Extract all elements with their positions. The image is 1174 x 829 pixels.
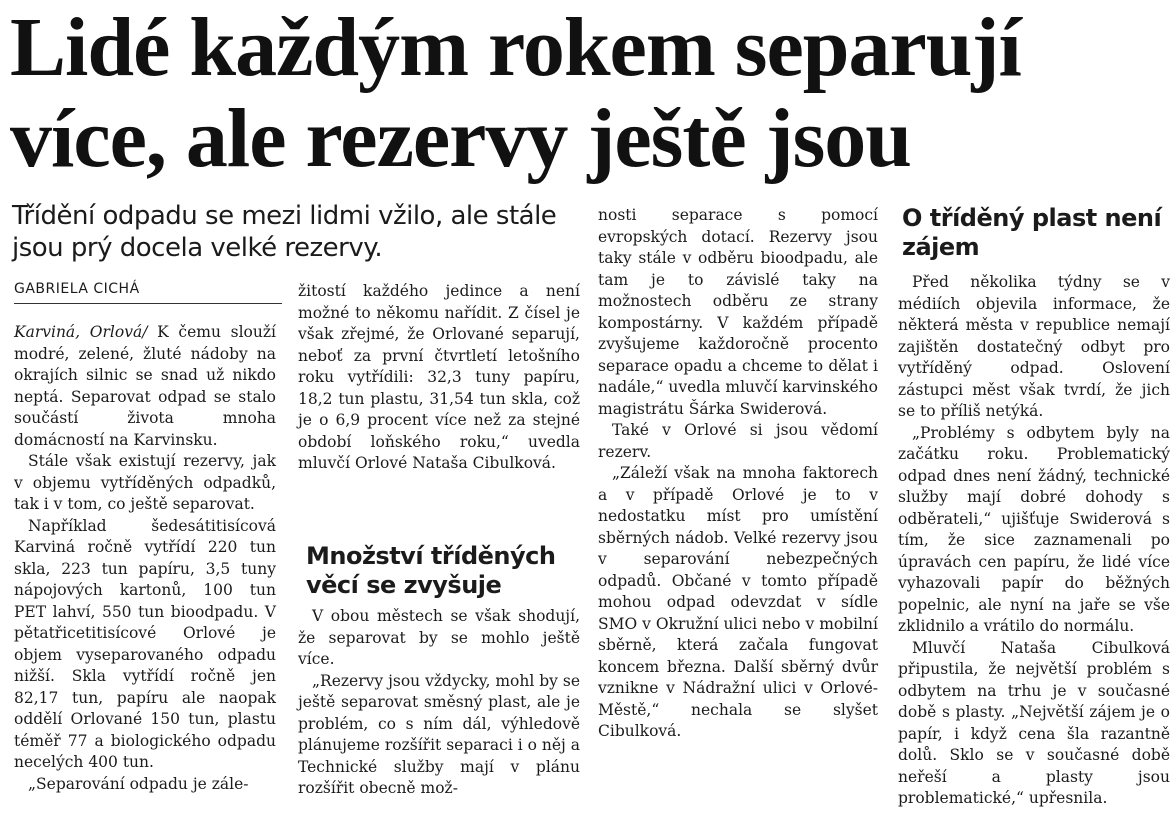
article-column-2 [298, 281, 580, 475]
article-paragraph: „Separování odpadu je zále- [28, 774, 249, 793]
article-paragraph: V obou městech se však shodují, že separovat by se mohlo ještě více. [298, 607, 580, 668]
article-paragraph: Například šedesátitisícová Karviná ročně vytřídí 220 tun skla, 223 tun papíru, 3,5 tuny nápojových kartonů, 100 tun PET lahví, 550 tun bioodpadu. V pětatřicetitisícové Orlové je objem vyseparovaného odpadu nižší. Skla vytřídí ročně jen 82,17 tun, papíru ale naopak oddělí Orlované 150 tun, plastu téměř 77 a biologického odpadu necelých 400 tun. [14, 516, 276, 771]
subheading: O tříděný plast není zájem [902, 204, 1162, 261]
article-column-3 [598, 205, 878, 743]
article-paragraph: „Záleží však na mnoha faktorech a v případě Orlové je to v nedostatku míst pro umístění sběrných nádob. Velké rezervy jsou v separování nebezpečných odpadů. Občané v tomto případě mohou odpad odevzdat v sídle SMO v Okružní ulici nebo v mobilní sběrně, která začala fungovat koncem března. Další sběrný dvůr vznikne v Nádražní ulici v Orlové-Městě,“ nechala se slyšet Cibulková. [598, 464, 878, 740]
paragraph-text: K čemu slouží modré, zelené, žluté nádoby na okrajích silnic se snad už nikdo neptá. Separovat odpad se stalo součástí života mnoha domácností na Karvinsku. [14, 323, 276, 449]
article-paragraph [14, 322, 276, 451]
article-paragraph: žitostí každého jedince a není možné to někomu nařídit. Z čísel je však zřejmé, že Orlované separují, neboť za první čtvrtletí letošního roku vytřídili: 32,3 tuny papíru, 18,2 tun plastu, 31,54 tun skla, což je o 6,9 procent více než za stejné období loňského roku,“ uvedla mluvčí Orlové Nataša Cibulková. [298, 282, 580, 472]
article-paragraph: Před několika týdny se v médiích objevila informace, že některá města v republice nemají zajištěn dostatečný odbyt pro vytříděný odpad. Oslovení zástupci měst však tvrdí, že jich se to příliš netýká. [898, 273, 1170, 420]
article-column-2-lower [298, 606, 580, 800]
headline: Lidé každým rokem separují více, ale rezervy ještě jsou [10, 1, 1021, 185]
article-paragraph: „Rezervy jsou vždycky, mohl by se ještě separovat směsný plast, ale je problém, co s ním dál, výhledově plánujeme rozšířit separaci i o něj a Technické služby mají v plánu rozšířit obecně mož- [298, 671, 580, 797]
subheading: Množství tříděných věcí se zvyšuje [306, 542, 556, 599]
article-column-4 [898, 272, 1170, 810]
article-paragraph: Stále však existují rezervy, jak v objemu vytříděných odpadků, tak i v tom, co ještě separovat. [14, 452, 276, 513]
dateline: Karviná, Orlová/ [14, 323, 148, 341]
article-column-1 [14, 322, 276, 795]
article-paragraph: nosti separace s pomocí evropských dotací. Rezervy jsou taky stále v odběru bioodpadu, ale tam je to závislé taky na možnostech odběru ze strany kompostárny. V každém případě zvyšujeme každoročně procento separace opadu a chceme to dělat i nadále,“ uvedla mluvčí karvinského magistrátu Šárka Swiderová. [598, 206, 878, 418]
article-paragraph: „Problémy s odbytem byly na začátku roku. Problematický odpad dnes není žádný, technické služby mají dobré dohody s odběrateli,“ ujišťuje Swiderová s tím, že sice zaznamenali po úpravách cen papíru, že lidé více vyhazovali papír do běžných popelnic, ale nyní na jaře se vše zklidnilo a vrátilo do normálu. [898, 423, 1170, 635]
article-paragraph: Také v Orlové si jsou vědomí rezerv. [598, 421, 878, 461]
author-byline: GABRIELA CICHÁ [14, 281, 282, 304]
article-paragraph: Mluvčí Nataša Cibulková připustila, že největší problém s odbytem na trhu je v současné době s plasty. „Největší zájem je o papír, i když cena šla razantně dolů. Sklo se v současné době neřeší a plasty jsou problematické,“ upřesnila. [898, 638, 1170, 807]
perex: Třídění odpadu se mezi lidmi vžilo, ale stále jsou prý docela velké rezervy. [12, 201, 557, 263]
